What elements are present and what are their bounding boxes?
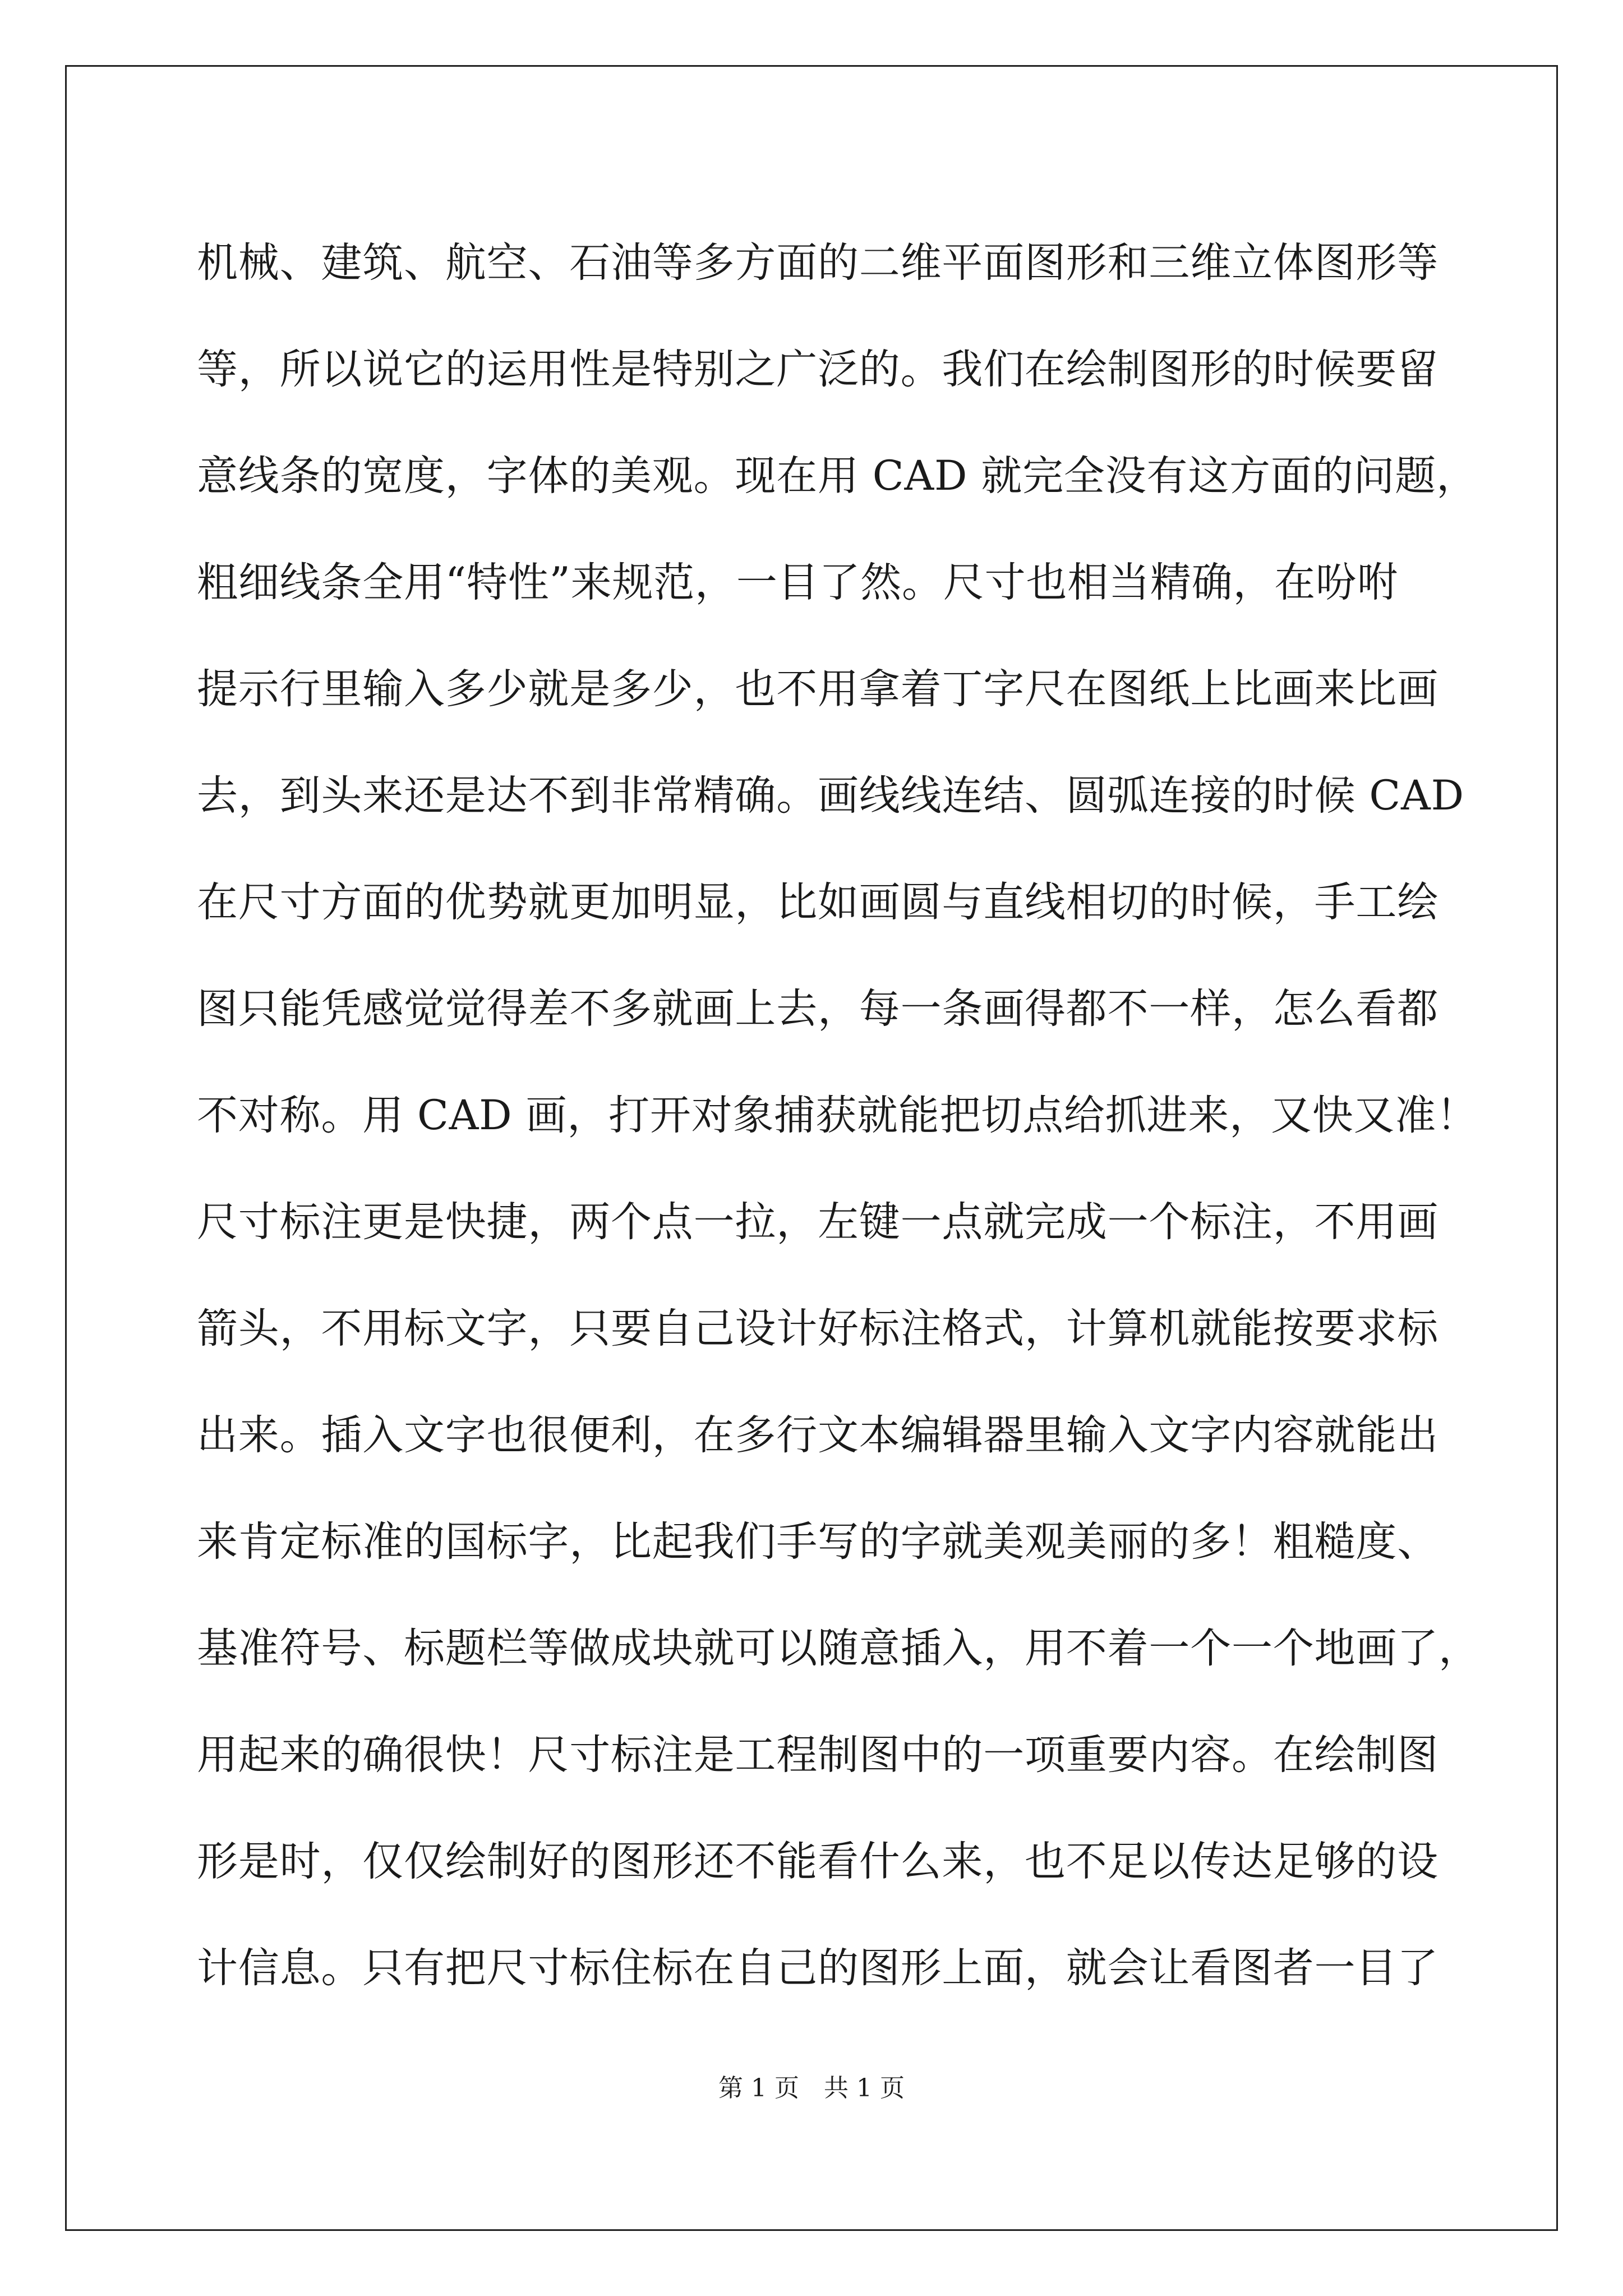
text-line: 箭头，不用标文字，只要自己设计好标注格式，计算机就能按要求标	[197, 1305, 1438, 1352]
text-line: 用起来的确很快！尺寸标注是工程制图中的一项重要内容。在绘制图	[197, 1731, 1438, 1779]
text-line: 图只能凭感觉觉得差不多就画上去，每一条画得都不一样，怎么看都	[197, 985, 1438, 1033]
body-text	[197, 210, 1480, 2022]
text-line: 粗细线条全用“特性”来规范，一目了然。尺寸也相当精确，在吩咐	[197, 559, 1399, 606]
text-line: 形是时，仅仅绘制好的图形还不能看什么来，也不足以传达足够的设	[197, 1838, 1438, 1885]
text-line: 基准符号、标题栏等做成块就可以随意插入，用不着一个一个地画了，	[197, 1625, 1480, 1672]
text-line: 提示行里输入多少就是多少，也不用拿着丁字尺在图纸上比画来比画	[197, 665, 1438, 713]
text-line: 意线条的宽度，字体的美观。现在用 CAD 就完全没有这方面的问题，	[197, 452, 1478, 500]
text-line: 等，所以说它的运用性是特别之广泛的。我们在绘制图形的时候要留	[197, 346, 1438, 393]
text-line: 不对称。用 CAD 画，打开对象捕获就能把切点给抓进来，又快又准！	[197, 1092, 1478, 1139]
text-line: 尺寸标注更是快捷，两个点一拉，左键一点就完成一个标注，不用画	[197, 1198, 1438, 1246]
text-line: 机械、建筑、航空、石油等多方面的二维平面图形和三维立体图形等	[197, 239, 1438, 287]
text-line: 去，到头来还是达不到非常精确。画线线连结、圆弧连接的时候 CAD	[197, 772, 1464, 820]
text-line: 在尺寸方面的优势就更加明显，比如画圆与直线相切的时候，手工绘	[197, 878, 1438, 926]
text-line: 出来。插入文字也很便利，在多行文本编辑器里输入文字内容就能出	[197, 1411, 1438, 1459]
text-line: 计信息。只有把尺寸标住标在自己的图形上面，就会让看图者一目了	[197, 1944, 1438, 1992]
text-line: 来肯定标准的国标字，比起我们手写的字就美观美丽的多！粗糙度、	[197, 1518, 1438, 1566]
page-number-footer: 第 1 页 共 1 页	[718, 2074, 905, 2102]
